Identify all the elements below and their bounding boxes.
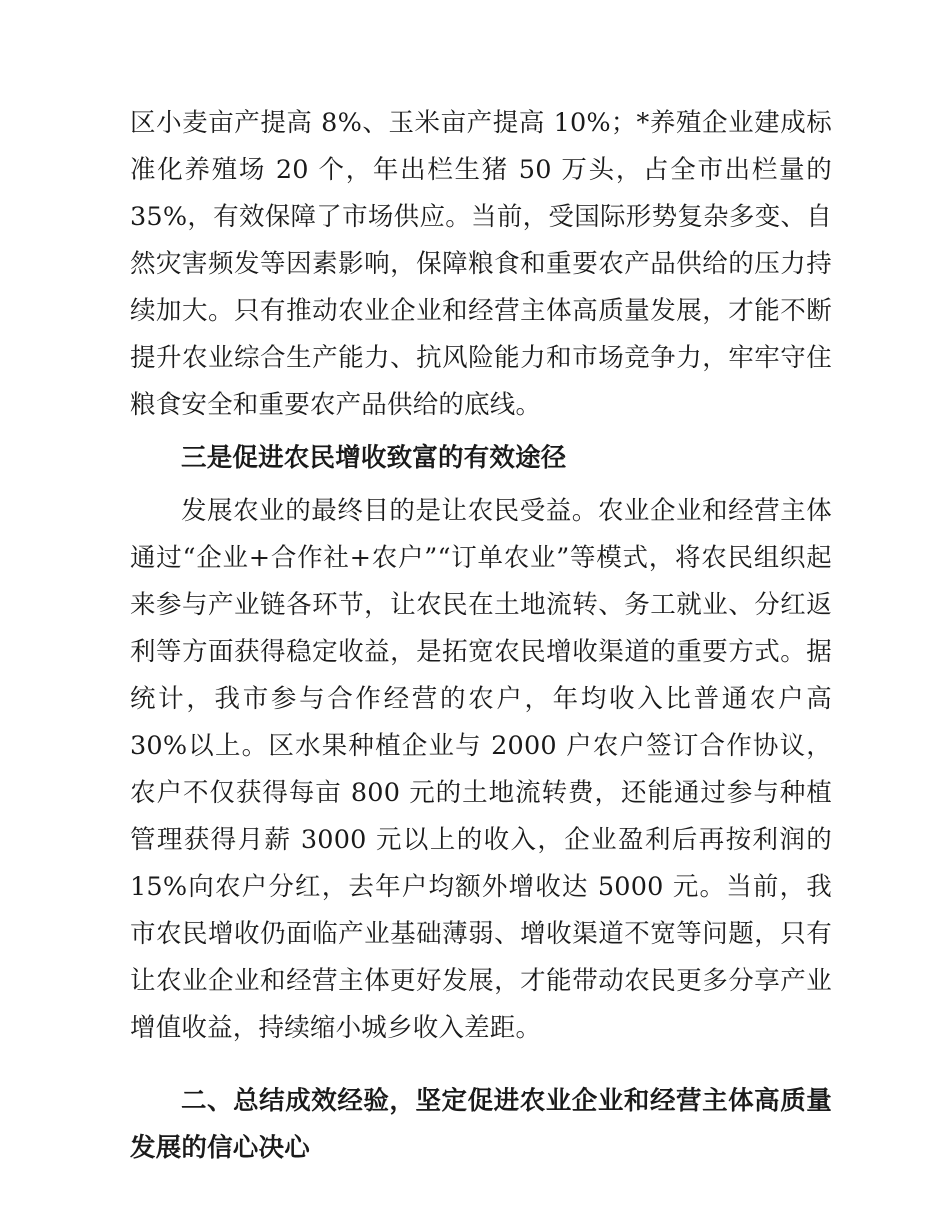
heading-three: 三是促进农民增收致富的有效途径 <box>181 443 567 473</box>
paragraph-continued: 区小麦亩产提高 8%、玉米亩产提高 10%；*养殖企业建成标准化养殖场 20 个，年出栏生猪 50 万头，占全市出栏量的 35%，有效保障了市场供应。当前，受国际形势复杂多变、自然灾害频发等因素影响，保障粮食和重要农产品供给的压力持续加大。只有推动农业企业和经营主体高质量发展，才能不断提升农业综合生产能力、抗风险能力和市场竞争力，牢牢守住粮食安全和重要农产品供给的底线。 <box>130 108 832 420</box>
document-body <box>130 100 832 1172</box>
paragraph-farmer-income: 发展农业的最终目的是让农民受益。农业企业和经营主体通过“企业+合作社+农户”“订单农业”等模式，将农民组织起来参与产业链各环节，让农民在土地流转、务工就业、分红返利等方面获得稳定收益，是拓宽农民增收渠道的重要方式。据统计，我市参与合作经营的农户，年均收入比普通农户高 30%以上。区水果种植企业与 2000 户农户签订合作协议，农户不仅获得每亩 800 元的土地流转费，还能通过参与种植管理获得月薪 3000 元以上的收入，企业盈利后再按利润的 15%向农户分红，去年户均额外增收达 5000 元。当前，我市农民增收仍面临产业基础薄弱、增收渠道不宽等问题，只有让农业企业和经营主体更好发展，才能带动农民更多分享产业增值收益，持续缩小城乡收入差距。 <box>130 496 832 1043</box>
spacer <box>130 1052 832 1078</box>
heading-section-two: 二、总结成效经验，坚定促进农业企业和经营主体高质量发展的信心决心 <box>130 1086 832 1163</box>
